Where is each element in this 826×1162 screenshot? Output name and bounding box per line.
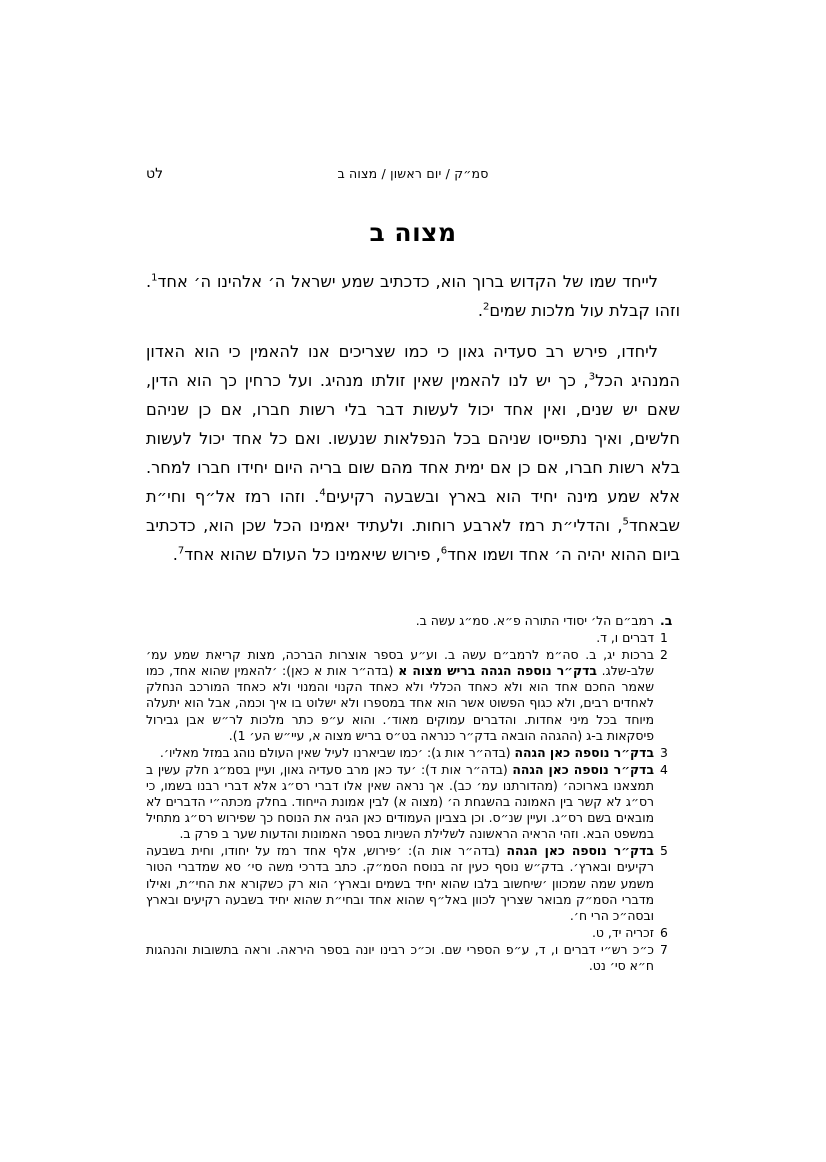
text-run: (בדה״ר אות ג): ׳כמו שביארנו לעיל שאין העולם נוהג במזל מאליו׳.	[159, 744, 515, 760]
footnote-marker[interactable]: 4	[660, 761, 668, 777]
text-run: דברים ו, ד.	[596, 630, 654, 646]
footnote-row	[146, 613, 680, 629]
footnotes-list	[146, 613, 680, 974]
footnote-text	[146, 925, 654, 941]
footnote-row	[146, 925, 680, 941]
running-head	[146, 160, 680, 194]
body-text	[146, 267, 680, 569]
emphasis-text: בדק״ר נוספה הגהה בריש מצוה א	[398, 663, 597, 679]
footnote-marker[interactable]: 7	[660, 941, 668, 957]
text-run: , פירוש שיאמינו כל העולם שהוא אחד	[184, 545, 441, 564]
text-run: כ״כ רש״י דברים ו, ד, ע״פ הספרי שם. וכ״כ רבינו יונה בספר היראה. וראה בתשובות והנהגות ח״א סי׳ נט.	[146, 941, 654, 973]
text-run: לייחד שמו של הקדוש ברוך הוא, כדכתיב שמע ישראל ה׳ אלהינו ה׳ אחד	[157, 272, 658, 291]
footnote-marker[interactable]: 5	[660, 843, 668, 859]
text-run: .	[172, 545, 178, 564]
text-run: .	[477, 301, 483, 320]
running-head-title: סמ״ק / יום ראשון / מצוה ב	[337, 166, 489, 181]
body-paragraph	[146, 337, 680, 569]
footnote-reference[interactable]: 3	[588, 371, 596, 383]
text-run: זכריה יד, ט.	[591, 924, 654, 940]
footnote-text	[146, 843, 654, 923]
footnote-marker[interactable]: 1	[660, 630, 668, 646]
footnote-text	[146, 762, 654, 842]
footnote-marker[interactable]: 3	[660, 744, 668, 760]
footnote-reference[interactable]: 4	[319, 487, 326, 499]
footnote-reference[interactable]: 1	[151, 272, 158, 284]
body-paragraph	[146, 267, 680, 325]
footnote-text	[146, 630, 654, 646]
text-run: , כך יש לנו להאמין שאין זולתו מנהיג. ועל כרחין כך הוא הדין, שאם יש שנים, ואין אחד יכול לעשות דבר בלי רשות חברו, אם כן שניהם חלשים, ואיך נתפייסו שניהם בכל הנפלאות שנעשו. ואם כל אחד יכול לעשות בלא רשות חברו, אם כן אם ימית אחד מהם שום בריה היום יחידו חברו למחר. אלא שמע מינה יחיד הוא בארץ ובשבעה רקיעים	[146, 371, 680, 506]
text-run: (בדה״ר אות א כאן): ׳להאמין שהוא אחד, כמו שאמר החכם אחד הוא ולא כאחד הכללי ולא כאחד הקנוי והמנוי ולא כאחד המורכב הנחלק לאחדים רבים, ולא כגוף הפשוט אשר הוא אחד במספרו ולא ישלוט בו איך וכמה, אבל הוא יתעלה מיוחד בכל מיני אחדות. והדברים עמוקים מאוד׳. והוא ע״פ כתר מלכות לר״ש אבן גבירול פיסקאות ב-ג (ההגהה הובאה בדק״ר כנראה בט״ס בריש מצוה א, עיי״ש הע׳ 1).	[146, 663, 654, 743]
emphasis-text: בדק״ר נוספה כאן הגהה	[512, 761, 655, 777]
page-content	[146, 160, 680, 974]
footnote-marker[interactable]: ב.	[660, 613, 673, 628]
footnote-row	[146, 762, 680, 842]
text-run: . וזהו קבלת עול מלכות שמים	[146, 272, 680, 320]
footnote-row	[146, 745, 680, 761]
footnote-reference[interactable]: 6	[440, 545, 448, 557]
footnote-text	[146, 942, 654, 974]
page-title: מצוה ב	[369, 218, 457, 247]
footnote-text	[146, 745, 654, 761]
footnote-row	[146, 942, 680, 974]
text-run: ליחדו, פירש רב סעדיה גאון כי כמו שצריכים אנו להאמין כי הוא האדון המנהיג הכל	[146, 342, 681, 390]
text-run: (בדה״ר אות ד): ׳עד כאן מרב סעדיה גאון, ועיין בסמ״ג חלק עשין ב תמצאנו בארוכה׳ (מהדורתנו עמ׳ כב). אך נראה שאין אלו דברי רס״ג אלא דברי רבנו בשמו, כי רס״ג לא קשר בין האמונה בהשגחת ה׳ (מצוה א) לבין אמונת הייחוד. בחלק מכתה״י הדברים לא מובאים בשם רס״ג. ועיין שנ״ס. וכן בצביון העמודים כאן הגיה את הנוסח כך שפירוש רס״ג מתחיל במשפט הבא. וזהי הראיה הראשונה לשלילת השניות בספר האמונות והדעות שער ב פרק ב.	[146, 761, 654, 842]
footnote-reference[interactable]: 5	[622, 516, 629, 528]
folio-number: לט	[146, 166, 164, 182]
footnote-reference[interactable]: 2	[482, 301, 490, 313]
text-run: . וזהו רמז אל״ף וחי״ת שבאחד	[146, 487, 680, 535]
footnote-marker[interactable]: 2	[660, 647, 668, 663]
footnote-row	[146, 843, 680, 923]
footnote-text	[146, 613, 654, 629]
footnote-row	[146, 647, 680, 744]
footnote-row	[146, 630, 680, 646]
footnote-text	[146, 647, 654, 744]
text-run: רמב״ם הל׳ יסודי התורה פ״א. סמ״ג עשה ב.	[415, 613, 654, 628]
footnote-reference[interactable]: 7	[177, 545, 185, 557]
text-run: , והדלי״ת רמז לארבע רוחות. ולעתיד יאמינו הכל שכן הוא, כדכתיב ביום ההוא יהיה ה׳ אחד ושמו אחד	[146, 516, 680, 564]
emphasis-text: בדק״ר נוספה כאן הגהה	[506, 843, 654, 859]
text-run: ברכות יג, ב. סה״מ לרמב״ם עשה ב. וע״ע בספר אוצרות הברכה, מצות קריאת שמע עמ׳ שלב-שלג.	[146, 647, 655, 679]
text-run: (בדה״ר אות ה): ׳פירוש, אלף אחד רמז על יחודו, וחית בשבעה רקיעים ובארץ׳. בדק״ש נוסף כעין זה בנוסח הסמ״ק. כתב בדרכי משה סי׳ סא שמדברי הטור משמע שמה שמכוון ׳שיחשוב בלבו שהוא יחיד בשמים ובארץ׳ הוא רק כשקורא את החי״ת, ואילו מדברי הסמ״ק מבואר שצריך לכוון באל״ף שהוא אחד ובחי״ת שהוא יחיד בשבעה רקיעים ובארץ ובסה״כ הרי ח׳.	[146, 843, 654, 923]
emphasis-text: בדק״ר נוספה כאן הגהה	[514, 744, 654, 760]
footnote-marker[interactable]: 6	[660, 924, 668, 940]
